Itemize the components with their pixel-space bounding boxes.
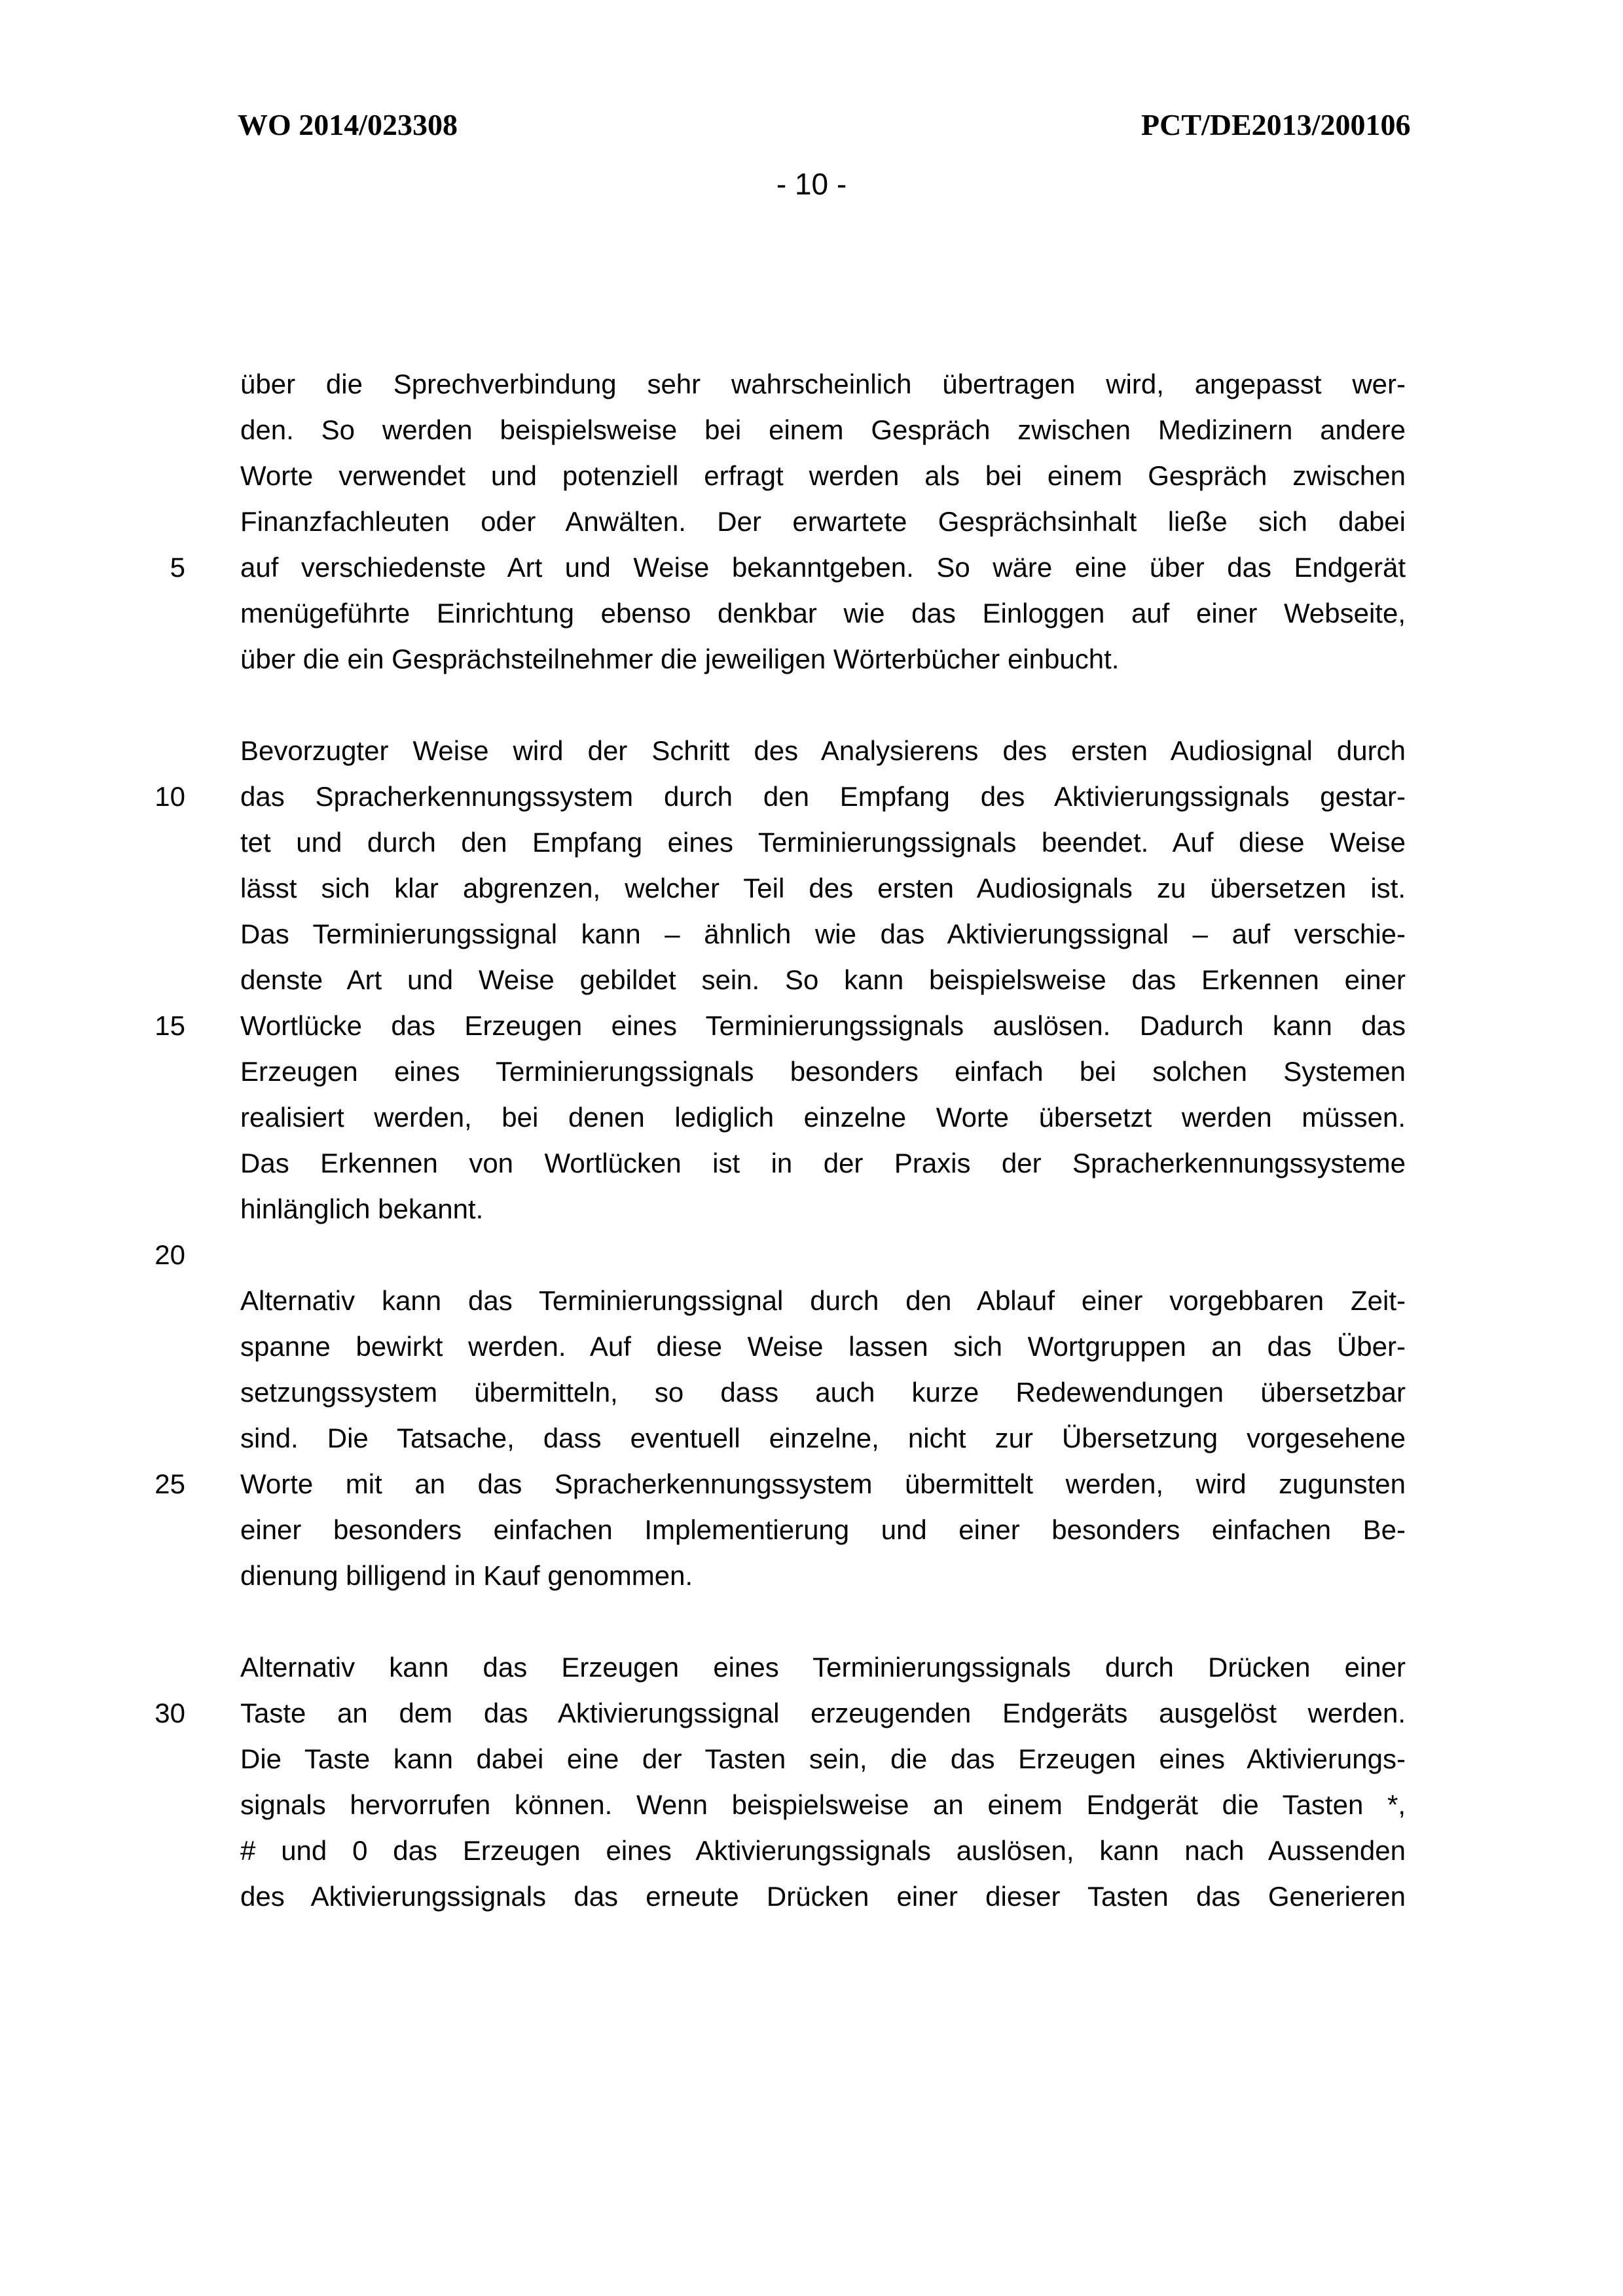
line-text: Taste an dem das Aktivierungssignal erzeugenden Endgeräts ausgelöst werden.	[240, 1698, 1406, 1728]
text-line	[117, 820, 1406, 866]
line-number	[117, 1186, 185, 1232]
line-number	[117, 1828, 185, 1874]
line-number	[117, 1599, 185, 1645]
text-line	[117, 1095, 1406, 1140]
text-line	[117, 636, 1406, 682]
line-number: 20	[155, 1239, 185, 1270]
line-text: auf verschiedenste Art und Weise bekanntgeben. So wäre eine über das Endgerät	[240, 552, 1406, 583]
text-line	[117, 911, 1406, 957]
line-number	[117, 1370, 185, 1415]
line-text: denste Art und Weise gebildet sein. So kann beispielsweise das Erkennen einer	[240, 964, 1406, 995]
text-line	[117, 1461, 1406, 1507]
line-text: den. So werden beispielsweise bei einem Gespräch zwischen Medizinern andere	[240, 414, 1406, 445]
line-text: spanne bewirkt werden. Auf diese Weise lassen sich Wortgruppen an das Über-	[240, 1331, 1406, 1362]
line-number	[117, 1324, 185, 1370]
text-body	[117, 361, 1406, 1920]
blank-line	[117, 682, 1406, 728]
line-number	[117, 911, 185, 957]
line-text: lässt sich klar abgrenzen, welcher Teil des ersten Audiosignals zu übersetzen ist.	[240, 873, 1406, 903]
line-number: 10	[155, 781, 185, 812]
line-text: dienung billigend in Kauf genommen.	[240, 1560, 693, 1591]
line-text: Das Terminierungssignal kann – ähnlich wie das Aktivierungssignal – auf verschie-	[240, 919, 1406, 949]
line-number	[117, 1736, 185, 1782]
line-text: Finanzfachleuten oder Anwälten. Der erwartete Gesprächsinhalt ließe sich dabei	[240, 506, 1406, 537]
line-number	[117, 1278, 185, 1324]
line-number: 25	[155, 1468, 185, 1499]
line-text: menügeführte Einrichtung ebenso denkbar wie das Einloggen auf einer Webseite,	[240, 598, 1406, 629]
text-line	[117, 499, 1406, 545]
line-text	[240, 1599, 1406, 1645]
line-text	[240, 1232, 1406, 1278]
line-number	[117, 1049, 185, 1095]
line-number	[117, 1095, 185, 1140]
text-line	[117, 545, 1406, 591]
line-number: 5	[170, 552, 185, 583]
line-number	[117, 957, 185, 1003]
text-line	[117, 1003, 1406, 1049]
text-line	[117, 1690, 1406, 1736]
text-line	[117, 728, 1406, 774]
text-line	[117, 1278, 1406, 1324]
text-line	[117, 1782, 1406, 1828]
line-text: setzungssystem übermitteln, so dass auch kurze Redewendungen übersetzbar	[240, 1377, 1406, 1408]
line-text: über die Sprechverbindung sehr wahrscheinlich übertragen wird, angepasst wer-	[240, 369, 1406, 399]
page-number: - 10 -	[776, 167, 847, 201]
line-text: # und 0 das Erzeugen eines Aktivierungssignals auslösen, kann nach Aussenden	[240, 1835, 1406, 1866]
line-number	[117, 407, 185, 453]
text-line	[117, 1186, 1406, 1232]
line-text: tet und durch den Empfang eines Terminierungssignals beendet. Auf diese Weise	[240, 827, 1406, 858]
line-number	[117, 1140, 185, 1186]
line-number	[117, 591, 185, 636]
line-number: 30	[155, 1698, 185, 1728]
line-text: Die Taste kann dabei eine der Tasten sein, die das Erzeugen eines Aktivierungs-	[240, 1743, 1406, 1774]
line-text: hinlänglich bekannt.	[240, 1194, 484, 1224]
text-line	[117, 1370, 1406, 1415]
line-number	[117, 820, 185, 866]
line-text: einer besonders einfachen Implementierung und einer besonders einfachen Be-	[240, 1514, 1406, 1545]
line-number	[117, 866, 185, 911]
line-text: Worte mit an das Spracherkennungssystem übermittelt werden, wird zugunsten	[240, 1468, 1406, 1499]
text-line	[117, 407, 1406, 453]
line-number	[117, 636, 185, 682]
text-line	[117, 866, 1406, 911]
line-number	[117, 682, 185, 728]
line-text: des Aktivierungssignals das erneute Drücken einer dieser Tasten das Generieren	[240, 1881, 1406, 1912]
blank-line	[117, 1232, 1406, 1278]
line-number	[117, 1645, 185, 1690]
line-number: 15	[155, 1010, 185, 1041]
text-line	[117, 1645, 1406, 1690]
blank-line	[117, 1599, 1406, 1645]
publication-number: WO 2014/023308	[238, 108, 458, 141]
line-number	[117, 1782, 185, 1828]
line-number	[117, 1415, 185, 1461]
line-text: Das Erkennen von Wortlücken ist in der Praxis der Spracherkennungssysteme	[240, 1148, 1406, 1178]
line-text: das Spracherkennungssystem durch den Empfang des Aktivierungssignals gestar-	[240, 781, 1406, 812]
application-number: PCT/DE2013/200106	[1141, 108, 1411, 141]
line-text: Worte verwendet und potenziell erfragt werden als bei einem Gespräch zwischen	[240, 460, 1406, 491]
line-text: Alternativ kann das Terminierungssignal durch den Ablauf einer vorgebbaren Zeit-	[240, 1285, 1406, 1316]
text-line	[117, 1553, 1406, 1599]
text-line	[117, 1049, 1406, 1095]
line-number	[117, 1874, 185, 1920]
line-number	[117, 361, 185, 407]
text-line	[117, 1828, 1406, 1874]
line-text: über die ein Gesprächsteilnehmer die jeweiligen Wörterbücher einbucht.	[240, 644, 1120, 674]
text-line	[117, 361, 1406, 407]
line-text: Erzeugen eines Terminierungssignals besonders einfach bei solchen Systemen	[240, 1056, 1406, 1087]
line-text: Alternativ kann das Erzeugen eines Terminierungssignals durch Drücken einer	[240, 1652, 1406, 1683]
line-text: signals hervorrufen können. Wenn beispielsweise an einem Endgerät die Tasten *,	[240, 1789, 1406, 1820]
line-number	[117, 1553, 185, 1599]
text-line	[117, 1415, 1406, 1461]
text-line	[117, 1324, 1406, 1370]
line-text: Wortlücke das Erzeugen eines Terminierungssignals auslösen. Dadurch kann das	[240, 1010, 1406, 1041]
line-text	[240, 682, 1406, 728]
line-number	[117, 499, 185, 545]
text-line	[117, 957, 1406, 1003]
line-number	[117, 1507, 185, 1553]
text-line	[117, 774, 1406, 820]
text-line	[117, 591, 1406, 636]
text-line	[117, 1507, 1406, 1553]
line-number	[117, 728, 185, 774]
text-line	[117, 1736, 1406, 1782]
line-number	[117, 453, 185, 499]
text-line	[117, 453, 1406, 499]
text-line	[117, 1140, 1406, 1186]
text-line	[117, 1874, 1406, 1920]
line-text: sind. Die Tatsache, dass eventuell einzelne, nicht zur Übersetzung vorgesehene	[240, 1423, 1406, 1453]
line-text: Bevorzugter Weise wird der Schritt des Analysierens des ersten Audiosignal durch	[240, 735, 1406, 766]
line-text: realisiert werden, bei denen lediglich einzelne Worte übersetzt werden müssen.	[240, 1102, 1406, 1133]
